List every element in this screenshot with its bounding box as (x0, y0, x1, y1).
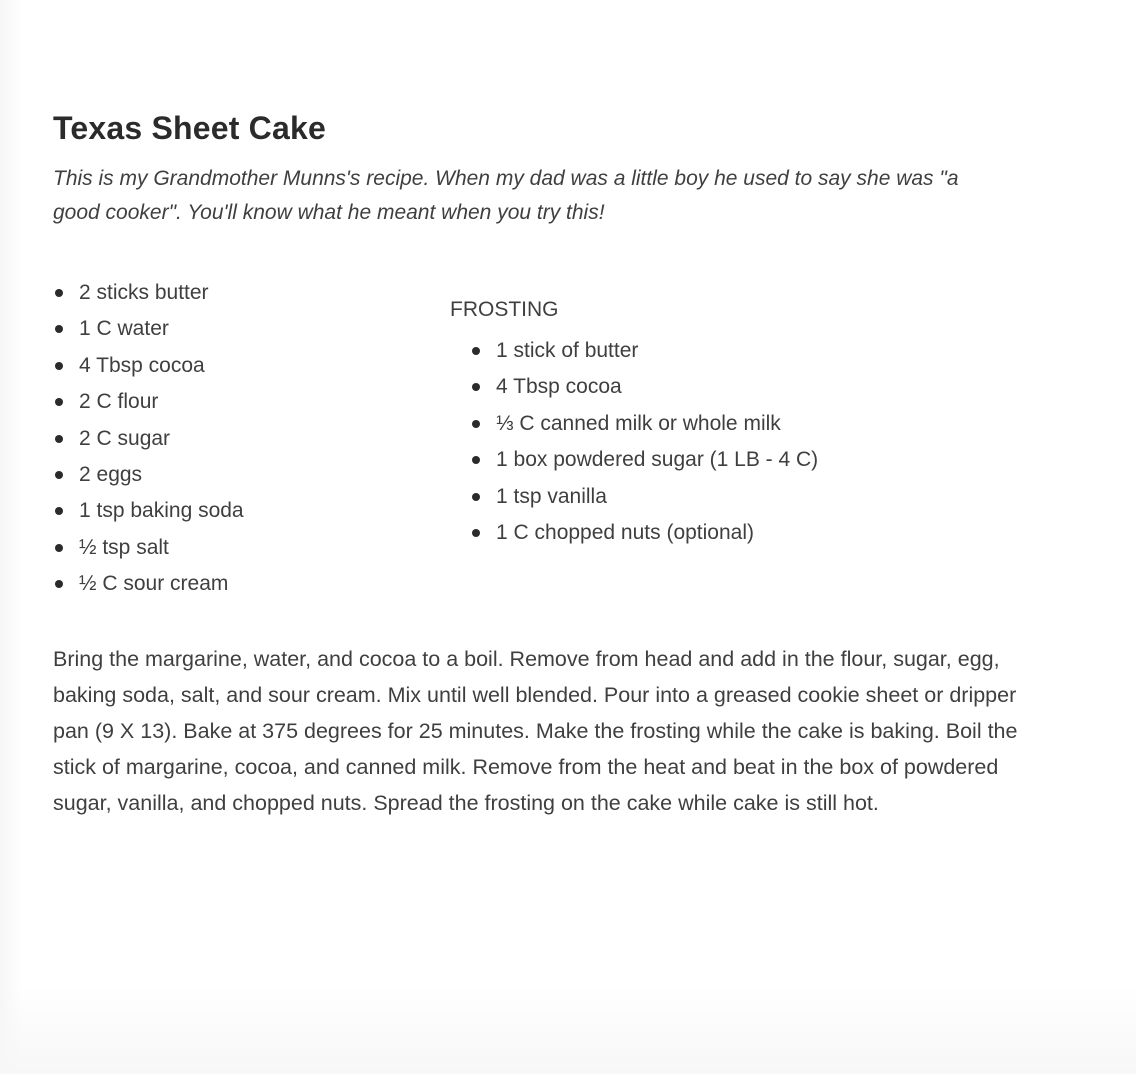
ingredient-item: 4 Tbsp cocoa (470, 369, 818, 405)
frosting-ingredients-list (470, 333, 818, 551)
ingredient-item: 1 C chopped nuts (optional) (470, 515, 818, 551)
ingredient-item: 1 box powdered sugar (1 LB - 4 C) (470, 442, 818, 478)
ingredient-item: 2 C sugar (53, 421, 450, 457)
recipe-description: This is my Grandmother Munns's recipe. When my dad was a little boy he used to say she was "a good cooker". You'll know what he meant when you try this! (53, 167, 959, 224)
ingredient-item: 1 C water (53, 311, 450, 347)
ingredient-item: ⅓ C canned milk or whole milk (470, 406, 818, 442)
cake-ingredients-column (53, 275, 450, 603)
frosting-heading: FROSTING (450, 298, 559, 321)
cake-ingredients-list (53, 275, 450, 603)
bottom-edge-shading (0, 984, 1136, 1074)
instructions-paragraph: Bring the margarine, water, and cocoa to a boil. Remove from head and add in the flour, sugar, egg, baking soda, salt, and sour cream. Mix until well blended. Pour into a greased cookie sheet or dripper pan (9 X 13). Bake at 375 degrees for 25 minutes. Make the frosting while the cake is baking. Boil the stick of margarine, cocoa, and canned milk. Remove from the heat and beat in the box of powdered sugar, vanilla, and chopped nuts. Spread the frosting on the cake while cake is still hot. (53, 646, 1018, 815)
left-edge-shading (0, 0, 22, 1074)
ingredient-item: 2 eggs (53, 457, 450, 493)
ingredient-item: 1 tsp vanilla (470, 479, 818, 515)
ingredient-item: 2 C flour (53, 384, 450, 420)
ingredients-section (53, 275, 1073, 603)
frosting-column (450, 297, 818, 551)
recipe-content (53, 110, 1073, 821)
ingredient-item: 1 tsp baking soda (53, 493, 450, 529)
ingredient-item: ½ C sour cream (53, 566, 450, 602)
ingredient-item: ½ tsp salt (53, 530, 450, 566)
ingredient-item: 2 sticks butter (53, 275, 450, 311)
ingredient-item: 1 stick of butter (470, 333, 818, 369)
ingredient-item: 4 Tbsp cocoa (53, 348, 450, 384)
page-title: Texas Sheet Cake (53, 110, 326, 146)
